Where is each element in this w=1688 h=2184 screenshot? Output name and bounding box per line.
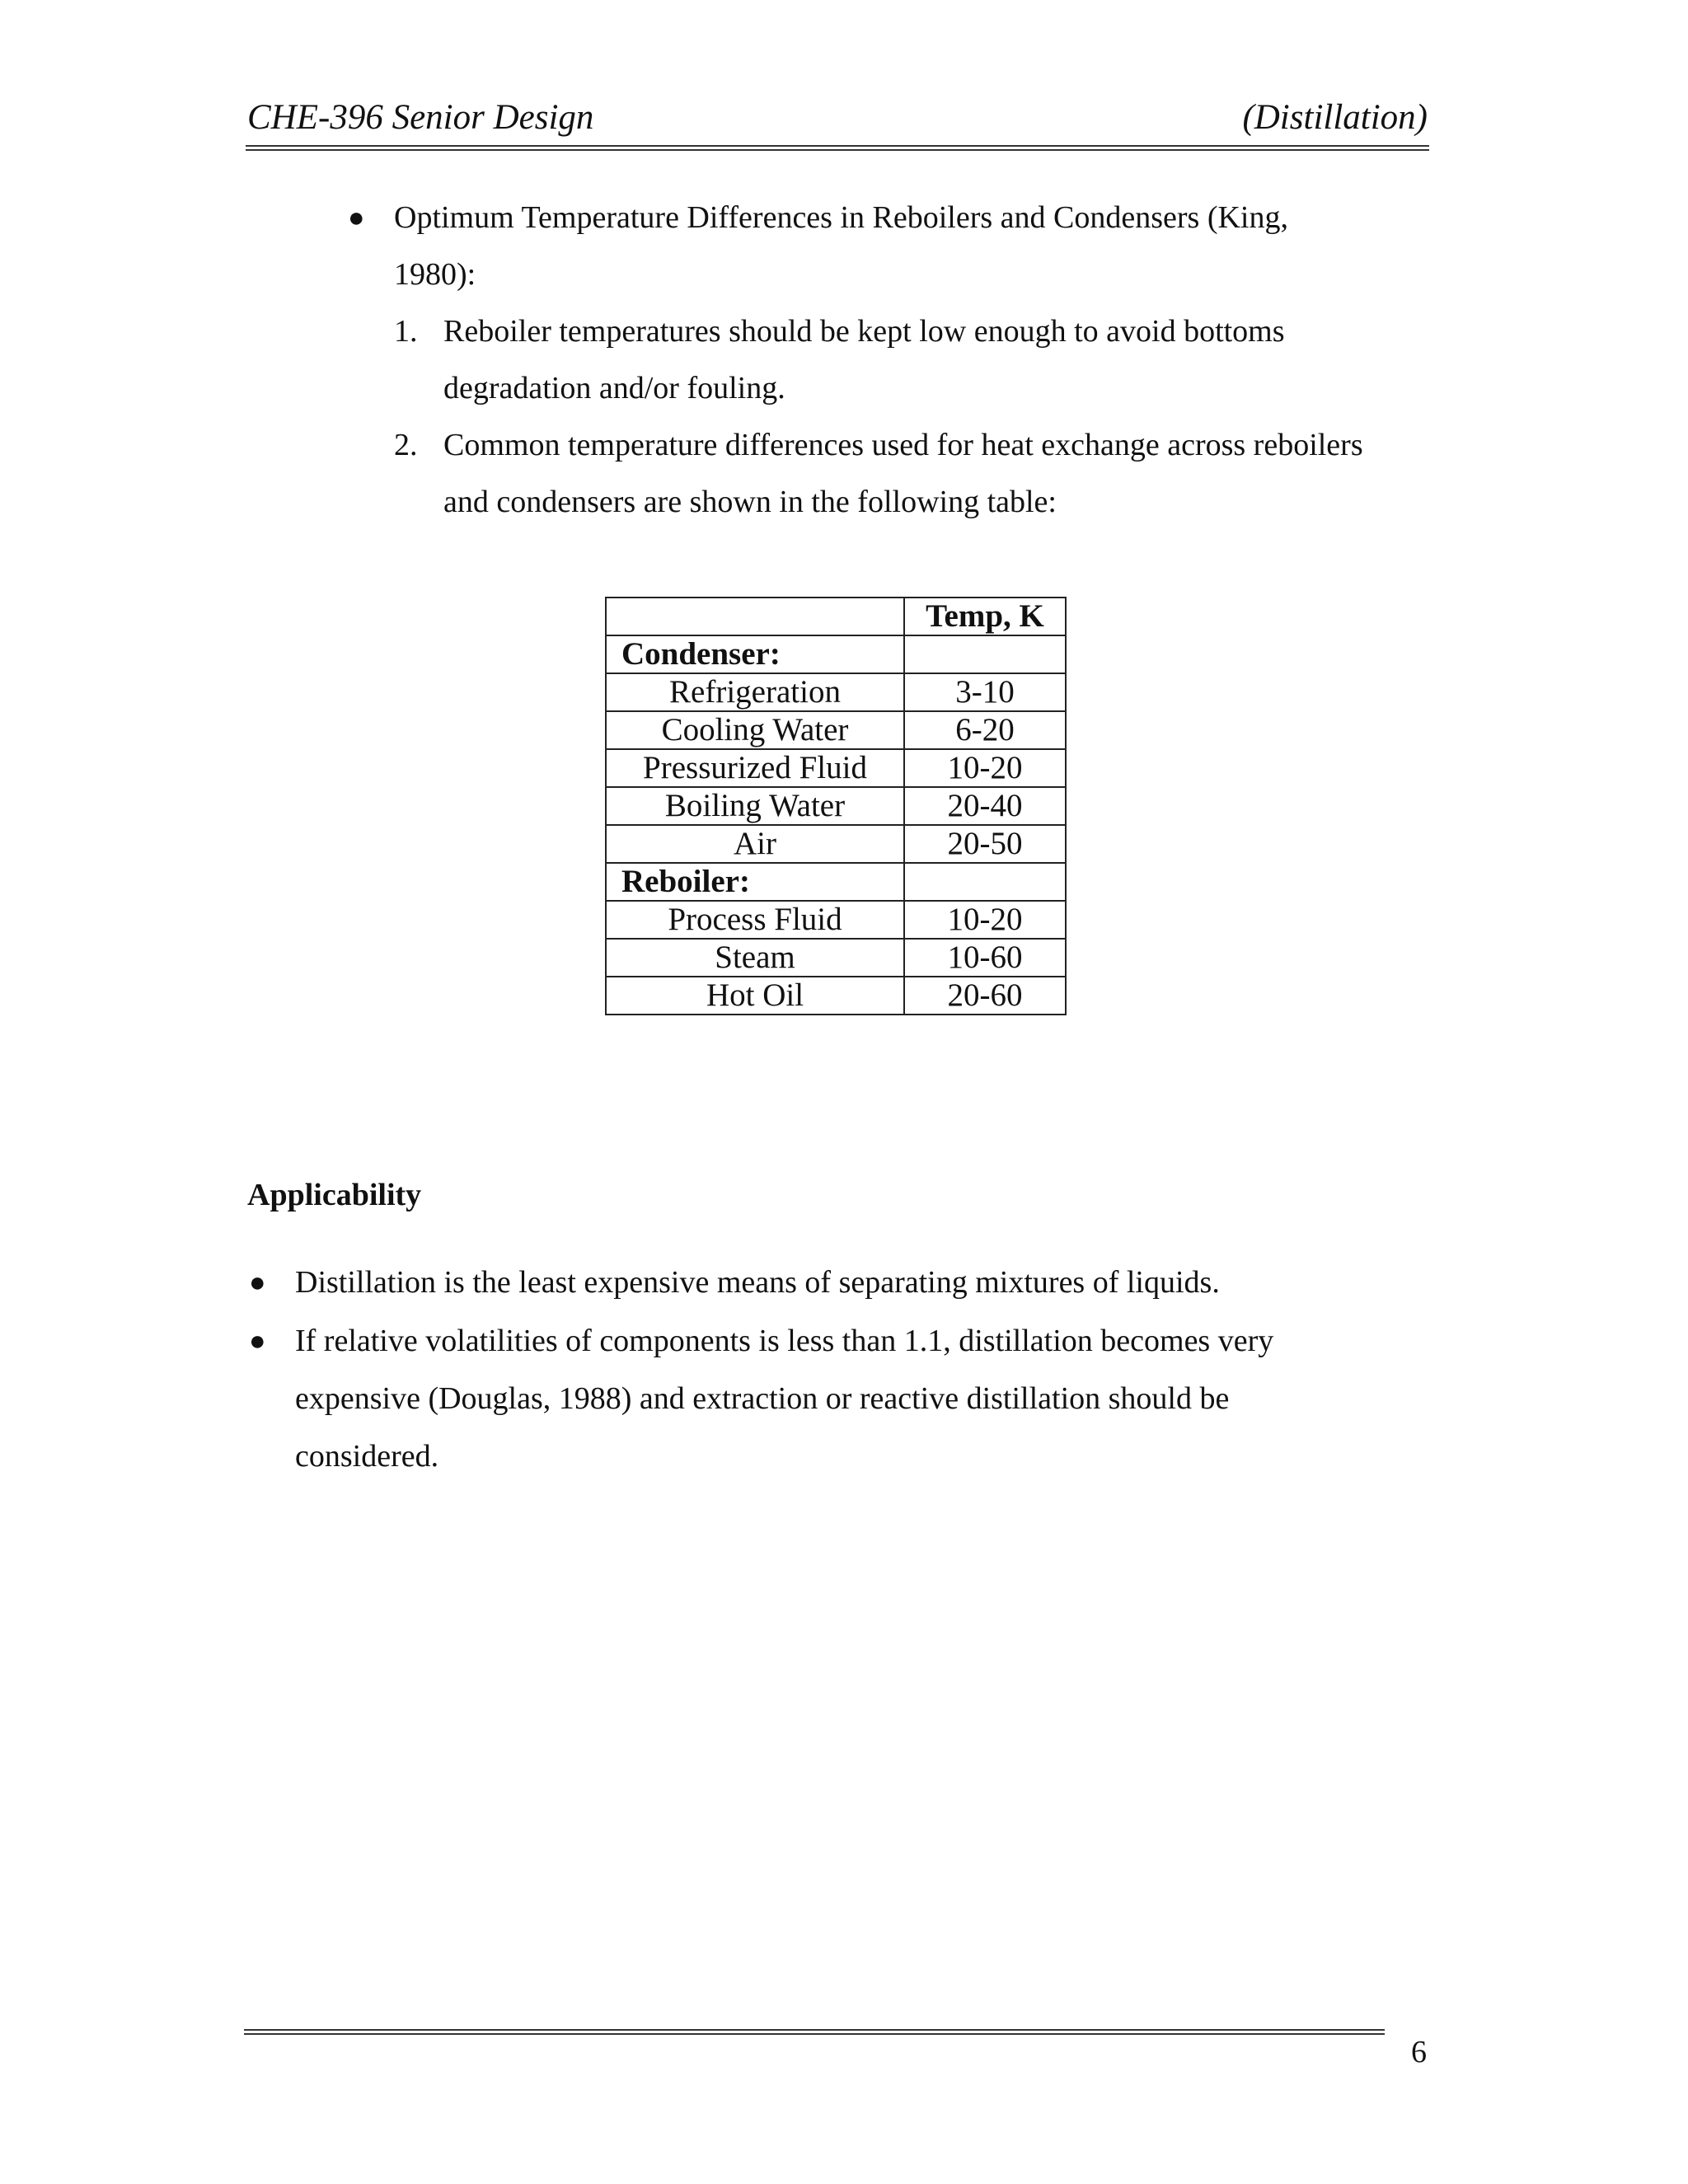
numbered-item-2-line-2: and condensers are shown in the following table: [443, 485, 1057, 519]
table-row [606, 863, 1066, 901]
numbered-item-1-line-1: Reboiler temperatures should be kept low enough to avoid bottoms [443, 314, 1285, 349]
table-cell-label: Cooling Water [606, 711, 904, 749]
intro-bullet-line-2: 1980): [394, 257, 476, 292]
table-row [606, 977, 1066, 1015]
page-header [246, 97, 1428, 147]
table-header-cell: Temp, K [904, 598, 1066, 635]
footer-divider [244, 2029, 1385, 2035]
table-row [606, 673, 1066, 711]
table-row [606, 939, 1066, 977]
applicability-bullet-2-line-1: If relative volatilities of components is less than 1.1, distillation becomes very [295, 1324, 1274, 1358]
table-cell-value: 20-50 [904, 825, 1066, 863]
table-cell-label: Pressurized Fluid [606, 749, 904, 787]
table-row [606, 825, 1066, 863]
table-header-cell [606, 598, 904, 635]
header-divider [246, 145, 1429, 151]
table-cell-value: 3-10 [904, 673, 1066, 711]
table-cell-value [904, 863, 1066, 901]
table-cell-value: 20-40 [904, 787, 1066, 825]
table-cell-label: Air [606, 825, 904, 863]
applicability-bullet-1: Distillation is the least expensive means of separating mixtures of liquids. [295, 1265, 1220, 1300]
table-cell-label: Boiling Water [606, 787, 904, 825]
table-cell-value: 10-20 [904, 749, 1066, 787]
bullet-icon: ● [348, 203, 365, 233]
table-row [606, 749, 1066, 787]
table-cell-value: 20-60 [904, 977, 1066, 1015]
applicability-bullet-2-line-3: considered. [295, 1439, 439, 1474]
header-topic: (Distillation) [1242, 98, 1428, 137]
intro-bullet-line-1: Optimum Temperature Differences in Reboilers and Condensers (King, [394, 200, 1288, 235]
table-cell-label: Refrigeration [606, 673, 904, 711]
numbered-item-2-line-1: Common temperature differences used for heat exchange across reboilers [443, 428, 1363, 462]
table-cell-label: Process Fluid [606, 901, 904, 939]
table-cell-value: 10-60 [904, 939, 1066, 977]
list-number-2: 2. [394, 428, 418, 462]
table-row [606, 711, 1066, 749]
page-number: 6 [1411, 2035, 1427, 2069]
section-title-applicability: Applicability [247, 1178, 422, 1212]
table-cell-label: Steam [606, 939, 904, 977]
temperature-difference-table [605, 597, 1067, 1015]
table-group-label: Reboiler: [606, 863, 904, 901]
numbered-item-1-line-2: degradation and/or fouling. [443, 371, 785, 405]
bullet-icon: ● [249, 1326, 266, 1357]
table-row [606, 787, 1066, 825]
table-cell-value: 10-20 [904, 901, 1066, 939]
table-row [606, 901, 1066, 939]
table-group-label: Condenser: [606, 635, 904, 673]
table-cell-value [904, 635, 1066, 673]
table-cell-label: Hot Oil [606, 977, 904, 1015]
list-number-1: 1. [394, 314, 418, 349]
header-course-title: CHE-396 Senior Design [247, 98, 594, 137]
table-header-row [606, 598, 1066, 635]
table-cell-value: 6-20 [904, 711, 1066, 749]
applicability-bullet-2-line-2: expensive (Douglas, 1988) and extraction or reactive distillation should be [295, 1381, 1230, 1416]
bullet-icon: ● [249, 1268, 266, 1298]
table-row [606, 635, 1066, 673]
